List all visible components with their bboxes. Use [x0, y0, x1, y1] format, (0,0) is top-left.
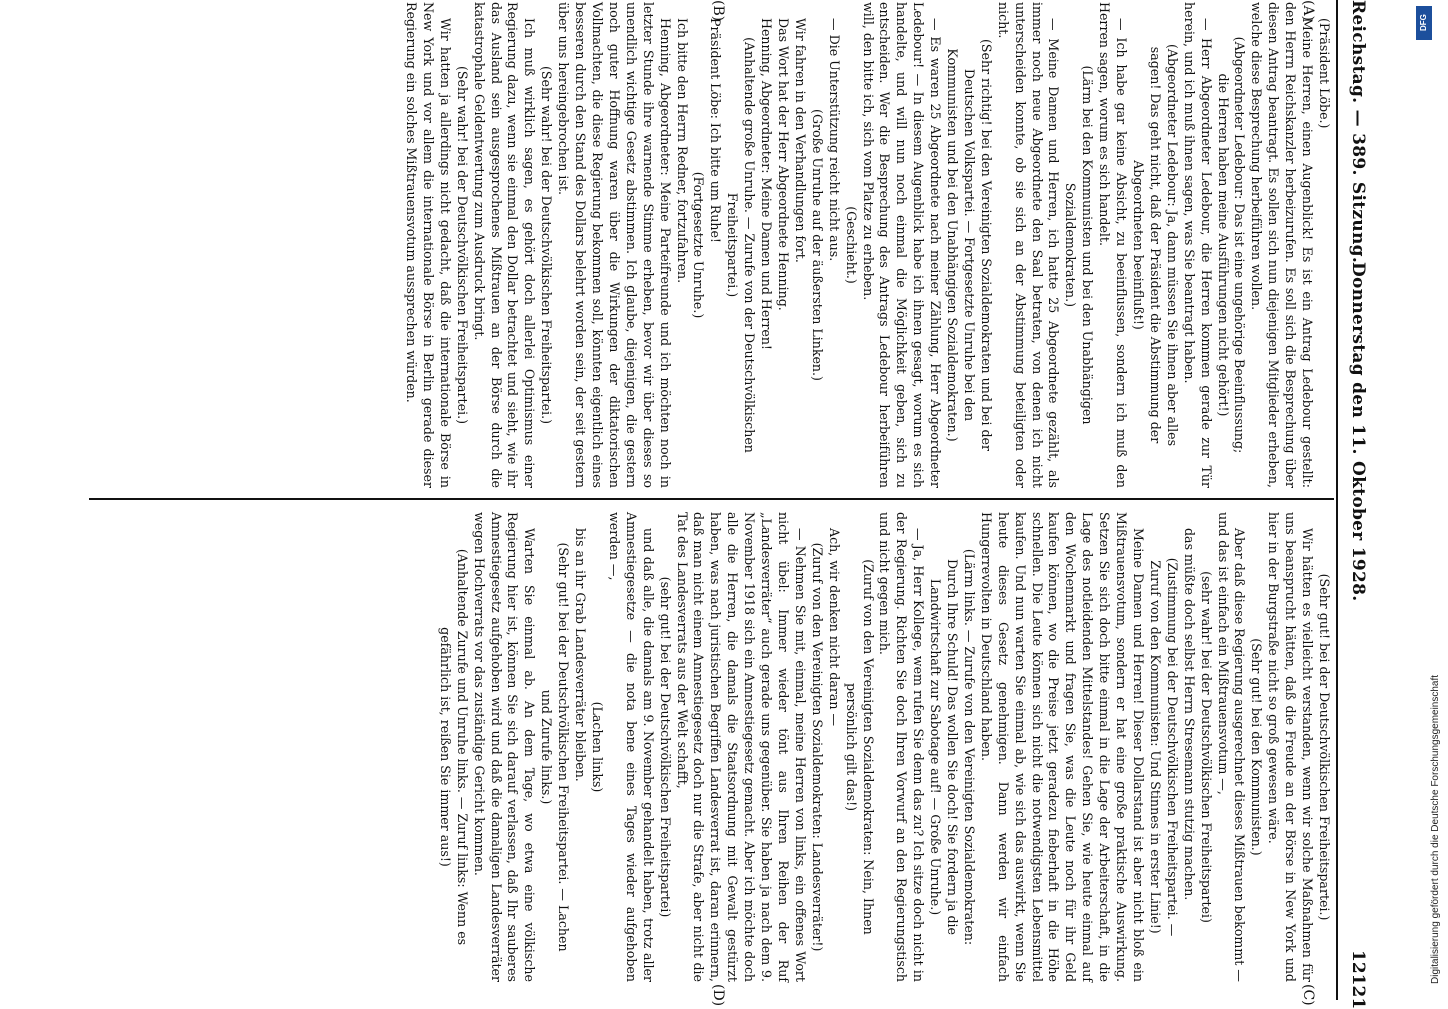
speech-paragraph: — Meine Damen und Herren, ich hatte 25 Abgeordnete gezählt, als immer noch neue Abgeordnete den Saal betraten, von denen ich nicht unterscheiden konnte, ob sie sich an der Abstimmung beteiligten oder nicht.: [995, 2, 1062, 488]
interjection-paragraph: (Lärm bei den Kommunisten und bei den Unabhängigen Sozialdemokraten.): [1063, 65, 1096, 425]
left-column: [92, 2, 1332, 488]
interjection-paragraph: (Zuruf von den Vereinigten Sozialdemokraten: Landesverräter!): [809, 542, 825, 952]
speech-paragraph: — Es waren 25 Abgeordnete nach meiner Zählung, Herr Abgeordneter Ledebour! — In diesem Augenblick habe ich ihnen gesagt, worum es sich handelte, und will nun noch einmal die Möglichkeit geben, sich zu entscheiden. Wer die Besprechung des Antrags Ledebour herbeiführen will, den bitte ich, sich vom Platze zu erheben.: [860, 2, 944, 488]
speech-paragraph: Wir hätten es vielleicht verstanden, wenn wir solche Maßnahmen für uns beansprucht hätten, daß die Freude an der Börse in New York und hier in der Burgstraße nicht so groß gewesen wäre.: [1266, 512, 1316, 982]
interjection-paragraph: (Sehr gut! bei den Kommunisten.): [1249, 638, 1265, 856]
interjection-paragraph: (Sehr richtig! bei den Vereinigten Sozialdemokraten und bei der Deutschen Volkspartei. — Fortgesetzte Unruhe bei den Kommunisten und bei den Unabhängigen Sozialdemokraten.): [945, 38, 994, 452]
page-header: [1338, 0, 1368, 1009]
margin-letter-d: (D): [710, 984, 726, 1007]
digitization-credit: Digitalisierung gefördert durch die Deutsche Forschungsgemeinschaft: [1430, 674, 1441, 984]
interjection-paragraph: (Sehr gut! bei der Deutschvölkischen Freiheitspartei. — Lachen und Zurufe links.): [539, 542, 572, 952]
column-divider: [89, 498, 1334, 500]
speech-paragraph: — Ja, Herr Kollege, wem rufen Sie denn das zu? Ich sitze doch nicht in der Regierung. Richten Sie doch Ihren Vorwurf an den Regierungstisch und nicht gegen mich.: [877, 512, 927, 982]
speech-paragraph: Präsident Löbe: Ich bitte um Ruhe!: [708, 18, 724, 243]
header-title-block: [1338, 0, 1368, 602]
dfg-logo: DFG: [1416, 6, 1432, 40]
speech-paragraph: — Die Unterstützung reicht nicht aus.: [826, 18, 842, 262]
margin-letter-c: (C): [1300, 984, 1316, 1006]
speech-paragraph: und daß alle, die damals am 9. November gehandelt haben, trotz aller Amnestiegesetze — die nota bene eines Tages wieder aufgehoben werden —,: [606, 512, 656, 982]
interjection-paragraph: (Abgeordneter Ledebour: Das ist eine ungehörige Beeinflussung; die Herren haben meine Ausführungen nicht gehört!): [1215, 36, 1248, 454]
interjection-paragraph: (sehr gut! bei der Deutschvölkischen Freiheitspartei): [657, 576, 673, 918]
interjection-paragraph: (Lachen links): [590, 701, 606, 793]
interjection-paragraph: (Sehr gut! bei der Deutschvölkischen Freiheitspartei.): [1317, 573, 1332, 921]
speech-paragraph: (Präsident Löbe.): [1317, 18, 1332, 129]
interjection-paragraph: (Anhaltende große Unruhe. — Zurufe von der Deutschvölkischen Freiheitspartei.): [725, 37, 758, 453]
speech-paragraph: Wir fahren in den Verhandlungen fort.: [792, 18, 808, 263]
speech-paragraph: Meine Damen und Herren! Dieser Dollarstand ist aber nicht bloß ein Mißtrauensvotum, sondern er hat eine große praktische Auswirkung. Setzen Sie sich doch bitte einmal in die Lage der Arbeiterschaft, in die Lage des notleidenden Mittelstandes! Gehen Sie, wie heute einmal auf den Wochenmarkt und fragen Sie, was die Leute noch für ihr Geld kaufen können, wo die Preise jetzt geradezu fieberhaft in die Höhe schnellen. Die Leute können sich nicht die notwendigsten Lebensmittel kaufen. Und nun warten Sie einmal ab, wie sich das auswirkt, wenn Sie heute dieses Gesetz genehmigen. Dann werden wir einfach Hungerrevolten in Deutschland haben.: [978, 512, 1147, 982]
interjection-paragraph: (Abgeordneter Ledebour: Ja, dann müssen Sie ihnen aber alles sagen! Das geht nicht, daß der Präsident die Abstimmung der Abgeordneten beeinflußt!): [1131, 43, 1180, 447]
speech-paragraph: Ich bitte den Herrn Redner, fortzufahren.: [674, 18, 690, 284]
speech-paragraph: das müßte doch selbst Herrn Stresemann stutzig machen.: [1181, 528, 1197, 901]
interjection-paragraph: (Anhaltende Zurufe und Unruhe links. — Zuruf links: Wenn es gefährlich ist, reißen Sie immer aus!): [437, 548, 470, 946]
page-number: 12121: [1348, 950, 1368, 1009]
speech-paragraph: Aber daß diese Regierung ausgerechnet dieses Mißtrauen bekommt — und das ist einfach ein Mißtrauensvotum —,: [1215, 512, 1248, 982]
interjection-paragraph: (sehr wahr! bei der Deutschvölkischen Freiheitspartei): [1198, 571, 1214, 923]
right-column: [92, 512, 1332, 982]
speech-paragraph: Henning, Abgeordneter: Meine Parteifreunde und ich möchten noch in letzter Stunde ihre warnende Stimme erheben, bevor wir über dieses so unendlich wichtige Gesetz abstimmen. Ich glaube, diejenigen, die gestern noch guter Hoffnung waren über die Wirkungen der diktatorischen Vollmachten, die diese Regierung bekommen soll, könnten eigentlich eines besseren durch den Stand des Dollars belehrt worden sein, der seit gestern über uns hereingebrochen ist.: [556, 2, 673, 488]
speech-paragraph: — Ich habe gar keine Absicht, zu beeinflussen, sondern ich muß den Herren sagen, worum es sich handelt.: [1097, 2, 1130, 488]
speech-paragraph: Warten Sie einmal ab. An dem Tage, wo etwa eine völkische Regierung hier ist, können Sie sich darauf verlassen, daß Ihr sauberes Amnestiegesetz aufgehoben wird und daß die damaligen Landesverräter wegen Hochverrats vor das zuständige Gericht kommen.: [471, 512, 538, 982]
interjection-paragraph: (Geschieht.): [843, 206, 859, 284]
speech-paragraph: Das Wort hat der Herr Abgeordnete Henning.: [776, 18, 791, 311]
speech-paragraph: bis an ihr Grab Landesverräter bleiben.: [573, 528, 589, 782]
speech-paragraph: Ich muß wirklich sagen, es gehört doch allerlei Optimismus einer Regierung dazu, wenn sie einmal den Dollar betrachtet und sieht, wie ihr das Ausland sein ausgesprochenes Mißtrauen an der Börse durch die katastrophale Geldentwertung zum Ausdruck bringt.: [471, 2, 538, 488]
speech-paragraph: — Nehmen Sie mit, einmal, meine Herren von links, ein offenes Wort nicht übel: Immer wieder tönt aus Ihren Reihen der Ruf „Landesverräter“ auch gerade uns gegenüber. Sie haben ja nach dem 9. November 1918 sich ein Amnestiegesetz gemacht. Aber ich möchte doch alle die Herren, die damals die Staatsordnung mit Gewalt gestürzt haben, was nach juristischen Begriffen Landesverrat ist, daran erinnern, daß man nicht einem Amnestiegesetz doch nur die Strafe, aber nicht die Tat des Landesverrats aus der Welt schafft,: [674, 512, 808, 982]
margin-letter-a: (A): [1300, 0, 1316, 22]
interjection-paragraph: (Sehr wahr! bei der Deutschvölkischen Freiheitspartei.): [454, 65, 470, 425]
speech-paragraph: — Herr Abgeordneter Ledebour, die Herren kommen gerade zur Tür herein, und ich muß ihnen sagen, was Sie beantragt haben.: [1181, 2, 1214, 488]
header-date: Donnerstag den 11. Oktober 1928.: [1348, 262, 1368, 602]
interjection-paragraph: (Lärm links. — Zurufe von den Vereinigten Sozialdemokraten: Durch Ihre Schuld! Das wollen Sie doch! Sie fordern ja die Landwirtschaft zur Sabotage auf! — Große Unruhe.): [928, 548, 977, 946]
interjection-paragraph: (Zuruf von den Vereinigten Sozialdemokraten: Nein, Ihnen persönlich gilt das!): [843, 559, 876, 935]
header-rule: [1336, 0, 1338, 1000]
speech-paragraph: Wir hatten ja allerdings nicht gedacht, daß die internationale Börse in New York und vor allem die internationale Börse in Berlin gerade dieser Regierung ein solches Mißtrauensvotum aussprechen würden.: [404, 2, 453, 488]
header-title: Reichstag. — 389. Sitzung.: [1348, 0, 1368, 264]
interjection-paragraph: (Fortgesetzte Unruhe.): [691, 171, 707, 319]
speech-paragraph: Henning, Abgeordneter: Meine Damen und Herren!: [759, 18, 775, 350]
interjection-paragraph: (Zustimmung bei der Deutschvölkischen Freiheitspartei. — Zuruf von den Kommunisten: Und Stinnes in erster Linie!): [1147, 557, 1180, 937]
speech-paragraph: Meine Herren, einen Augenblick! Es ist ein Antrag Ledebour gestellt: den Herrn Reichskanzler herbeizurufen. Es soll sich die Besprechung über diesen Antrag beantragt. Es sollen sich nun diejenigen Mitglieder erheben, welche diese Besprechung herbeiführen wollen.: [1249, 2, 1316, 488]
interjection-paragraph: (Sehr wahr! bei der Deutschvölkischen Freiheitspartei.): [539, 65, 555, 425]
interjection-paragraph: (Große Unruhe auf der äußersten Linken.): [809, 109, 825, 381]
side-caption: [1410, 8, 1441, 992]
speech-paragraph: Ach, wir denken nicht daran —: [826, 528, 842, 727]
margin-letter-b: (B): [710, 0, 726, 22]
